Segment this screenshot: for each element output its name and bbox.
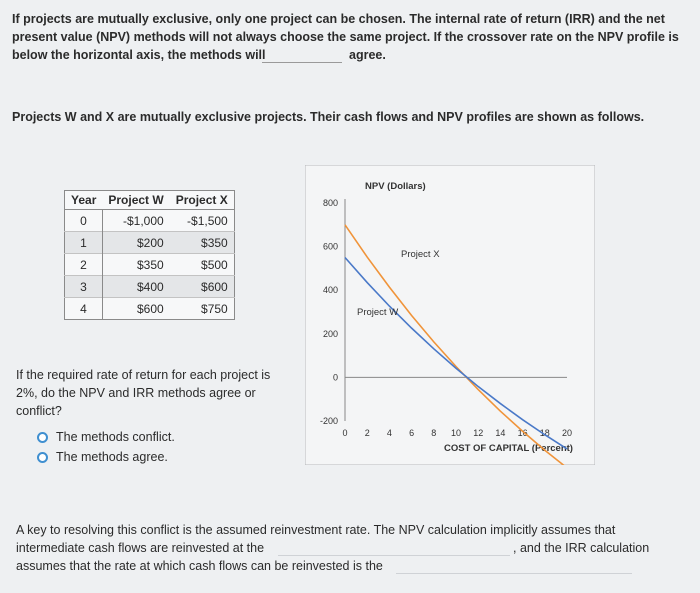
table-row: 1 $200 $350: [65, 232, 235, 254]
npv-reinvestment-rate-blank[interactable]: [278, 554, 510, 556]
table-row: 2 $350 $500: [65, 254, 235, 276]
x-tick-label: 4: [386, 428, 392, 438]
x-tick-label: 8: [431, 428, 437, 438]
option-methods-conflict-label[interactable]: The methods conflict.: [56, 430, 175, 444]
bottom-line-2a: intermediate cash flows are reinvested at the: [16, 541, 265, 555]
table-row: 4 $600 $750: [65, 298, 235, 320]
y-tick-label: 400: [322, 285, 338, 296]
series-label: Project W: [357, 307, 399, 318]
y-tick-label: 800: [322, 198, 338, 208]
header-project-x: Project X: [170, 191, 235, 210]
x-tick-label: 0: [342, 428, 348, 438]
y-tick-label: 200: [322, 328, 338, 339]
intro-line-1: If projects are mutually exclusive, only one project can be chosen. The internal rate of return (IRR) and the net: [12, 12, 665, 26]
question-line-2: 2%, do the NPV and IRR methods agree or: [16, 386, 256, 400]
radio-methods-conflict[interactable]: [37, 432, 48, 443]
intro-line-2: present value (NPV) methods will not always choose the same project. If the crossover rate on the NPV profile is: [12, 30, 679, 44]
intro-line-3a: below the horizontal axis, the methods will: [12, 48, 266, 62]
x-tick-label: 6: [409, 428, 415, 438]
header-year: Year: [65, 191, 103, 210]
x-tick-label: 2: [364, 428, 370, 438]
series-label: Project X: [401, 249, 440, 260]
x-tick-label: 16: [517, 428, 528, 438]
radio-methods-agree[interactable]: [37, 452, 48, 463]
x-tick-label: 20: [561, 428, 573, 438]
y-axis-label: NPV (Dollars): [365, 181, 426, 192]
bottom-line-3: assumes that the rate at which cash flows can be reinvested is the: [16, 559, 383, 573]
option-methods-agree-label[interactable]: The methods agree.: [56, 450, 168, 464]
x-tick-label: 12: [473, 428, 484, 438]
table-row: 3 $400 $600: [65, 276, 235, 298]
table-row: 0 -$1,000 -$1,500: [65, 210, 235, 232]
y-tick-label: 0: [332, 372, 338, 383]
npv-profile-chart: [305, 165, 595, 465]
y-tick-label: -200: [319, 416, 338, 426]
irr-reinvestment-rate-blank[interactable]: [396, 572, 632, 574]
intro-line-3b: agree.: [349, 48, 386, 62]
x-tick-label: 10: [450, 428, 462, 438]
bottom-line-2b: , and the IRR calculation: [513, 541, 650, 555]
x-tick-label: 18: [539, 428, 550, 438]
x-tick-label: 14: [495, 428, 506, 438]
x-axis-label: COST OF CAPITAL (Percent): [444, 443, 573, 454]
question-line-3: conflict?: [16, 404, 62, 418]
y-tick-label: 600: [322, 241, 338, 252]
crossover-answer-blank[interactable]: [262, 61, 342, 63]
question-line-1: If the required rate of return for each project is: [16, 368, 271, 382]
cash-flow-table: [64, 190, 235, 320]
bottom-line-1: A key to resolving this conflict is the assumed reinvestment rate. The NPV calculation implicitly assumes that: [16, 523, 616, 537]
header-project-w: Project W: [102, 191, 169, 210]
projects-description: Projects W and X are mutually exclusive projects. Their cash flows and NPV profiles are shown as follows.: [12, 110, 645, 124]
